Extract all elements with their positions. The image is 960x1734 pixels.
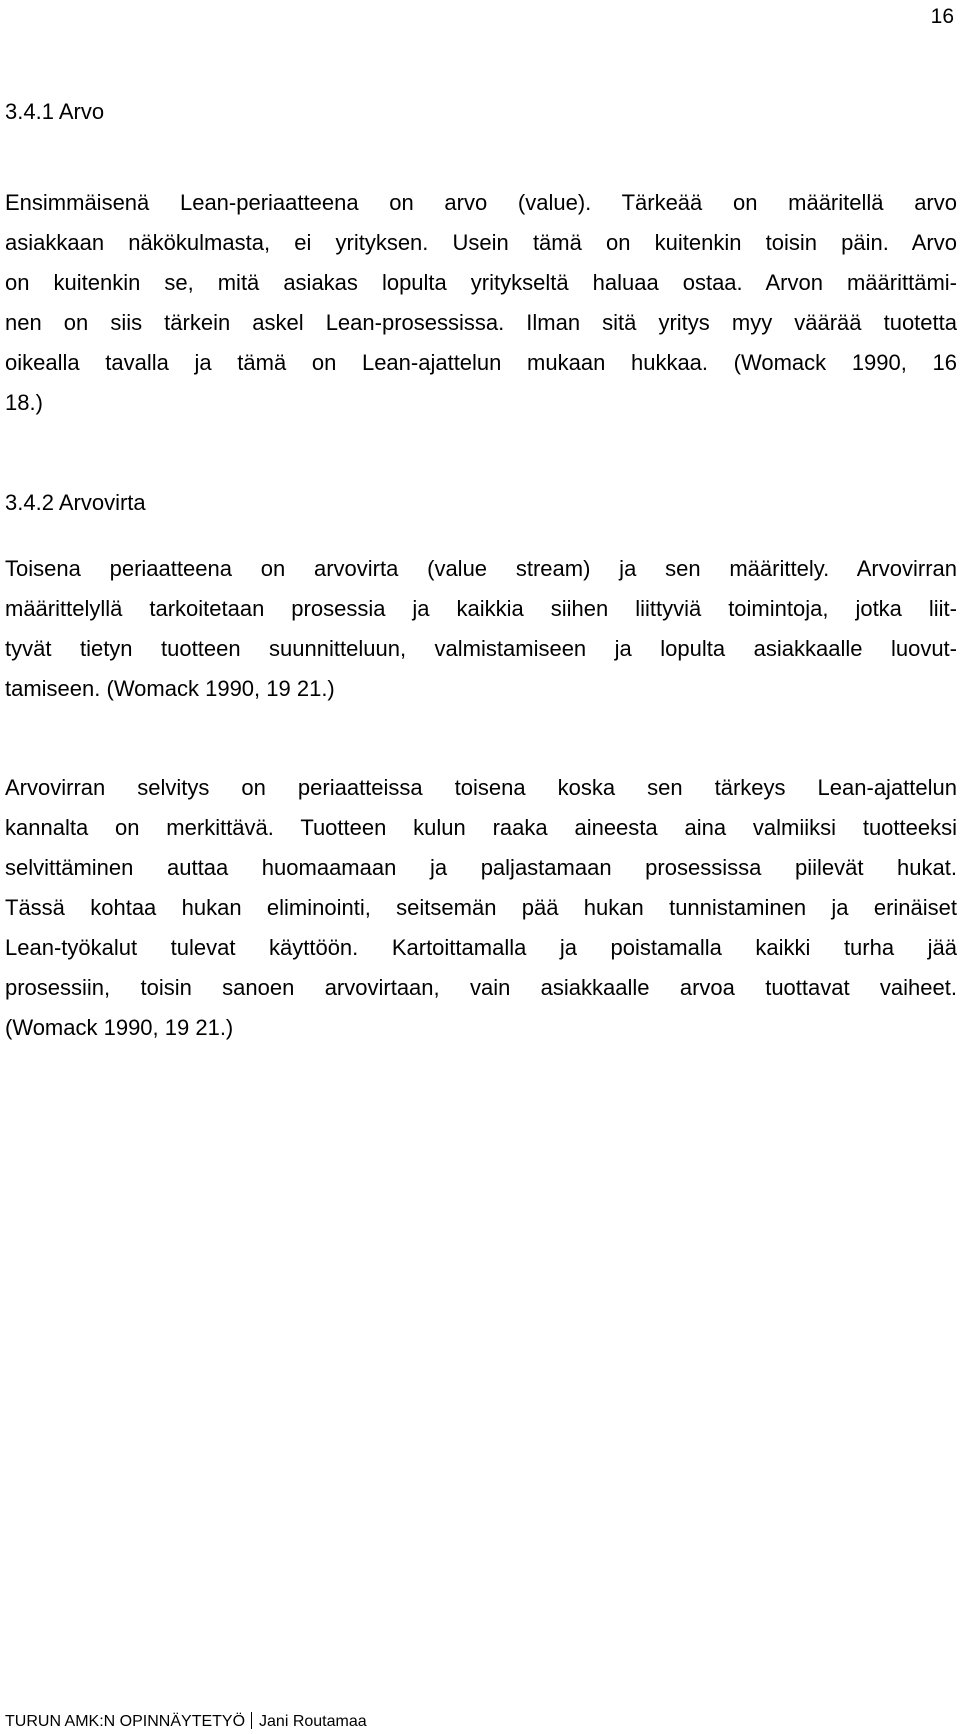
text-line: oikealla tavalla ja tämä on Lean-ajattelun mukaan hukkaa. (Womack 1990, 16 [5, 350, 957, 375]
text-line: nen on siis tärkein askel Lean-prosessissa. Ilman sitä yritys myy väärää tuotetta [5, 310, 957, 335]
paragraph-arvovirta-1 [5, 549, 957, 709]
text-line: tamiseen. (Womack 1990, 19 21.) [5, 676, 335, 701]
paragraph-arvo [5, 183, 957, 423]
page-number: 16 [930, 5, 954, 28]
page-footer [5, 1712, 367, 1732]
text-line: Arvovirran selvitys on periaatteissa toisena koska sen tärkeys Lean-ajattelun [5, 775, 957, 800]
text-line: (Womack 1990, 19 21.) [5, 1015, 234, 1040]
section-heading-arvo: 3.4.1 Arvo [5, 99, 105, 124]
text-line: asiakkaan näkökulmasta, ei yrityksen. Usein tämä on kuitenkin toisin päin. Arvo [5, 230, 957, 255]
paragraph-arvovirta-2 [5, 768, 957, 1048]
text-line: Lean-työkalut tulevat käyttöön. Kartoittamalla ja poistamalla kaikki turha jää [5, 935, 957, 960]
text-line: kannalta on merkittävä. Tuotteen kulun raaka aineesta aina valmiiksi tuotteeksi [5, 815, 957, 840]
text-line: määrittelyllä tarkoitetaan prosessia ja kaikkia siihen liittyviä toimintoja, jotka liit- [5, 596, 957, 621]
text-line: selvittäminen auttaa huomaamaan ja paljastamaan prosessissa piilevät hukat. [5, 855, 957, 880]
text-line: on kuitenkin se, mitä asiakas lopulta yritykseltä haluaa ostaa. Arvon määrittämi- [5, 270, 957, 295]
footer-author: Jani Routamaa [259, 1713, 367, 1730]
text-line: tyvät tietyn tuotteen suunnitteluun, valmistamiseen ja lopulta asiakkaalle luovut- [5, 636, 957, 661]
section-heading-arvovirta: 3.4.2 Arvovirta [5, 490, 146, 515]
footer-separator [251, 1712, 252, 1729]
text-line: Ensimmäisenä Lean-periaatteena on arvo (value). Tärkeää on määritellä arvo [5, 190, 957, 215]
text-line: Tässä kohtaa hukan eliminointi, seitsemän pää hukan tunnistaminen ja erinäiset [5, 895, 957, 920]
footer-institution: TURUN AMK:N OPINNÄYTETYÖ [5, 1713, 246, 1730]
text-line: 18.) [5, 390, 43, 415]
text-line: Toisena periaatteena on arvovirta (value stream) ja sen määrittely. Arvovirran [5, 556, 957, 581]
text-line: prosessiin, toisin sanoen arvovirtaan, vain asiakkaalle arvoa tuottavat vaiheet. [5, 975, 957, 1000]
